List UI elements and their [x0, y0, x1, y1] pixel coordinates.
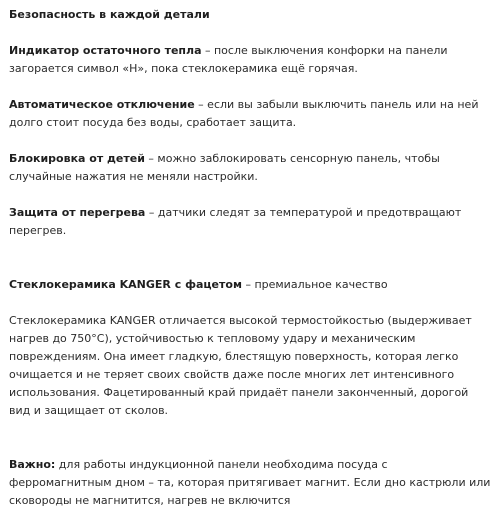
section-title: Безопасность в каждой детали	[9, 8, 210, 21]
feature-overheat	[9, 204, 491, 240]
feature-auto-off	[9, 96, 491, 132]
feature-term: Блокировка от детей	[9, 152, 145, 165]
note-text: для работы индукционной панели необходима посуда с ферромагнитным дном – та, которая притягивает магнит. Если дно кастрюли или сковороды не магнитится, нагрев не включится	[9, 458, 491, 507]
glass-description: Стеклокерамика KANGER отличается высокой термостойкостью (выдерживает нагрев до 750°C), устойчивостью к тепловому удару и механическим повреждениям. Она имеет гладкую, блестящую поверхность, которая легко очищается и не теряет своих свойств даже после многих лет интенсивного использования. Фацетированный край придаёт панели законченный, дорогой вид и защищает от сколов.	[9, 314, 472, 417]
glass-heading	[9, 276, 491, 294]
feature-text: – датчики следят за температурой и предотвращают перегрев.	[9, 206, 462, 237]
important-note	[9, 456, 491, 510]
feature-term: Автоматическое отключение	[9, 98, 195, 111]
feature-term: Индикатор остаточного тепла	[9, 44, 202, 57]
glass-subtitle: – премиальное качество	[241, 278, 388, 291]
glass-term: Стеклокерамика KANGER с фацетом	[9, 278, 242, 291]
note-term: Важно:	[9, 458, 56, 471]
feature-text: – если вы забыли выключить панель или на ней долго стоит посуда без воды, сработает защита.	[9, 98, 479, 129]
feature-child-lock	[9, 150, 491, 186]
feature-text: – можно заблокировать сенсорную панель, чтобы случайные нажатия не меняли настройки.	[9, 152, 440, 183]
feature-term: Защита от перегрева	[9, 206, 146, 219]
feature-residual-heat	[9, 42, 491, 78]
feature-text: – после выключения конфорки на панели загорается символ «H», пока стеклокерамика ещё горячая.	[9, 44, 448, 75]
